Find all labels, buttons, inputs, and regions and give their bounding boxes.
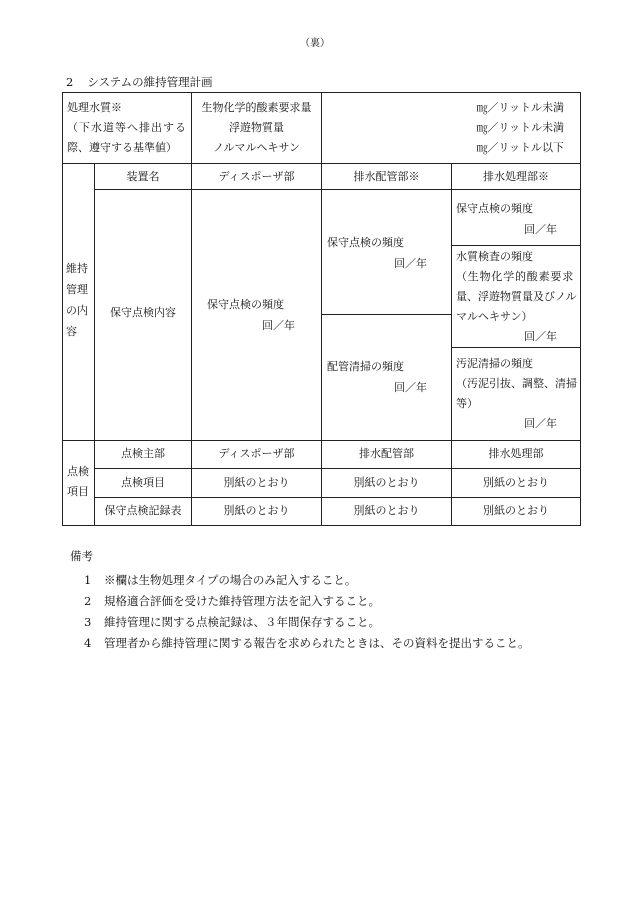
column-header-device: 装置名 — [126, 170, 160, 183]
inspection-cell: ディスポーザ部 — [218, 447, 295, 460]
quality-item-unit: ㎎／リットル未満 — [476, 121, 564, 134]
inspection-cell: 別紙のとおり — [223, 476, 290, 489]
quality-label-line-3: 際、遵守する基準値） — [67, 141, 177, 154]
note-text: ※欄は生物処理タイプの場合のみ記入すること。 — [104, 573, 357, 587]
section-title — [66, 74, 213, 90]
disposer-frequency-unit: 回／年 — [262, 319, 295, 332]
treatment-inspection-text: 保守点検の頻度 — [456, 202, 533, 215]
column-header-treatment: 排水処理部※ — [483, 170, 549, 183]
piping-inspection-text: 保守点検の頻度 — [327, 236, 404, 249]
quality-item-name: 浮遊物質量 — [229, 121, 284, 134]
note-number: 1 — [84, 573, 92, 587]
table-rule-inspection-1 — [94, 468, 581, 469]
note-item — [70, 570, 530, 591]
inspection-cell: 別紙のとおり — [353, 504, 420, 517]
quality-label-line-2: （下水道等へ排出する — [67, 121, 187, 134]
inspection-cell: 別紙のとおり — [483, 476, 549, 489]
quality-item-unit: ㎎／リットル以下 — [476, 141, 564, 154]
column-header-disposer: ディスポーザ部 — [218, 170, 295, 183]
maintenance-label-line-4: 容 — [66, 325, 77, 338]
treatment-sludge-unit: 回／年 — [524, 417, 557, 430]
table-rule-inspection-2 — [94, 497, 581, 498]
note-number: 2 — [84, 594, 92, 608]
treatment-sludge-line-1: 汚泥清掃の頻度 — [456, 357, 533, 370]
treatment-inspection-unit: 回／年 — [524, 223, 557, 236]
maintenance-label-line-3: の内 — [66, 304, 88, 317]
note-text: 管理者から維持管理に関する報告を求められたときは、その資料を提出すること。 — [104, 636, 530, 650]
note-item — [70, 591, 530, 612]
table-rule-treatment-2 — [451, 347, 581, 348]
inspection-row-label: 点検項目 — [121, 476, 165, 489]
inspection-cell: 別紙のとおり — [483, 504, 549, 517]
piping-inspection-unit: 回／年 — [394, 257, 427, 270]
quality-item-name: 生物化学的酸素要求量 — [201, 101, 312, 114]
inspection-cell: 排水配管部 — [359, 447, 414, 460]
maintenance-row-label: 保守点検内容 — [110, 306, 176, 319]
table-border-right — [580, 92, 581, 526]
treatment-sludge-line-2: （汚泥引抜、調整、清掃 — [456, 377, 577, 390]
notes-title: 備考 — [70, 549, 93, 563]
note-text: 規格適合評価を受けた維持管理方法を記入すること。 — [104, 594, 380, 608]
disposer-frequency-text: 保守点検の頻度 — [207, 298, 284, 311]
note-number: 4 — [84, 636, 92, 650]
inspection-row-label: 保守点検記録表 — [104, 504, 182, 517]
piping-cleaning-text: 配管清掃の頻度 — [327, 360, 404, 373]
table-rule-header-bottom — [94, 189, 581, 190]
treatment-quality-line-2: （生物化学的酸素要求 — [456, 270, 574, 283]
quality-item-name: ノルマルヘキサン — [212, 141, 300, 154]
section-number: 2 — [66, 75, 74, 89]
treatment-quality-line-4: マルヘキサン） — [456, 310, 533, 323]
treatment-quality-line-1: 水質検査の頻度 — [456, 250, 533, 263]
note-item — [70, 612, 530, 633]
treatment-quality-unit: 回／年 — [524, 330, 557, 343]
page-header: （裏） — [300, 38, 330, 49]
table-rule-treatment-1 — [451, 245, 581, 246]
inspection-row-label: 点検主部 — [121, 447, 165, 460]
table-col-rule-4 — [451, 163, 452, 526]
table-rule-piping-mid — [321, 314, 451, 315]
quality-label-line-1: 処理水質※ — [67, 101, 122, 114]
note-item — [70, 633, 530, 654]
treatment-quality-line-3: 量、浮遊物質量及びノル — [456, 290, 577, 303]
table-border-left — [62, 92, 63, 526]
inspection-label-line-1: 点検 — [67, 465, 89, 478]
column-header-piping: 排水配管部※ — [353, 170, 420, 183]
note-number: 3 — [84, 615, 92, 629]
maintenance-plan-table — [62, 92, 581, 526]
quality-item-unit: ㎎／リットル未満 — [476, 101, 564, 114]
piping-cleaning-unit: 回／年 — [394, 381, 427, 394]
table-col-rule-1 — [94, 163, 95, 526]
inspection-label-line-2: 項目 — [67, 485, 89, 498]
maintenance-label-line-1: 維持 — [66, 262, 88, 275]
section-title-text: システムの維持管理計画 — [87, 75, 213, 89]
inspection-cell: 排水処理部 — [488, 447, 544, 460]
notes-section — [70, 548, 530, 654]
inspection-cell: 別紙のとおり — [353, 476, 420, 489]
maintenance-label-line-2: 管理 — [66, 283, 88, 296]
treatment-sludge-line-3: 等） — [456, 397, 478, 410]
note-text: 維持管理に関する点検記録は、３年間保存すること。 — [104, 615, 380, 629]
inspection-cell: 別紙のとおり — [223, 504, 290, 517]
